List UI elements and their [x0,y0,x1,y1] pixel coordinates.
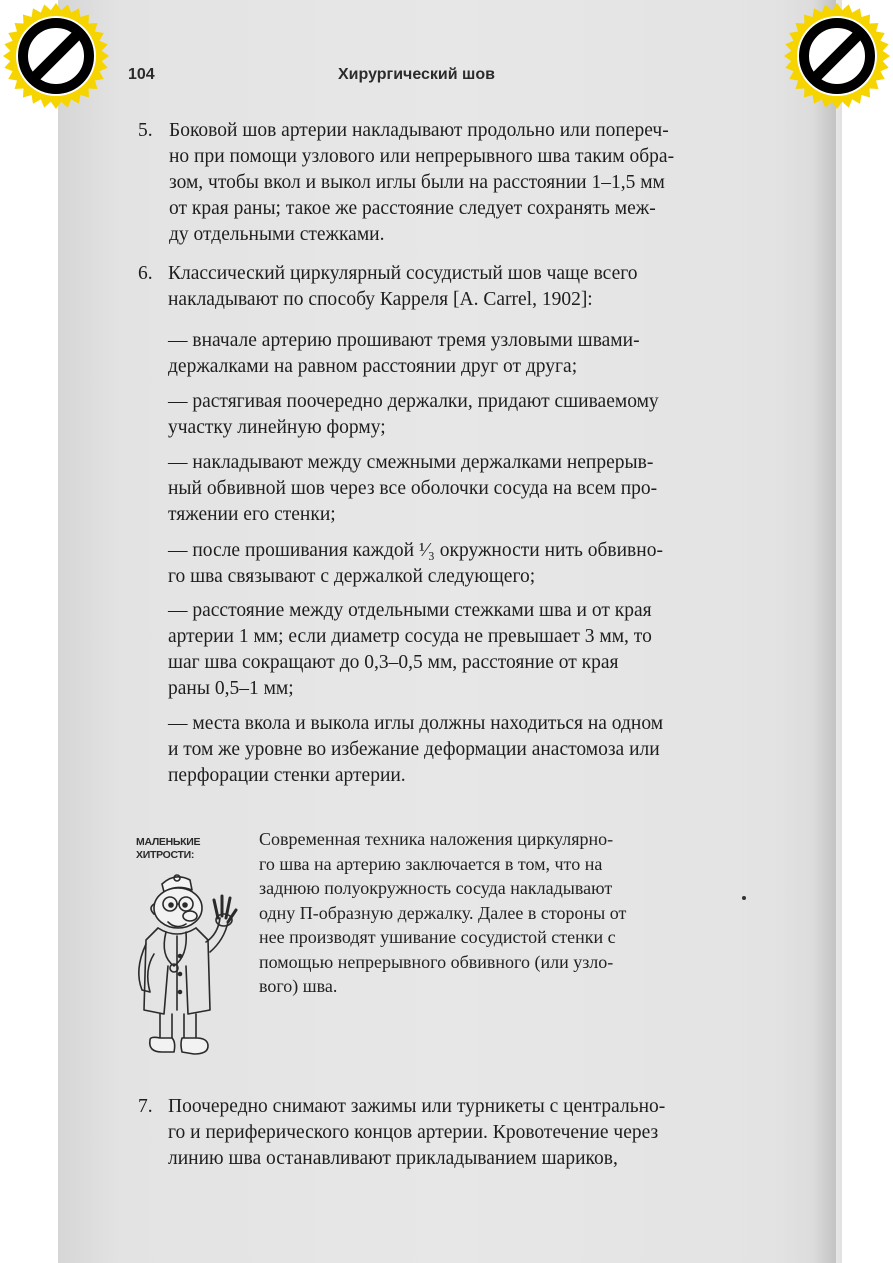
text-line: го шва связывают с держалкой следующего; [168,566,536,587]
text-line: раны 0,5–1 мм; [168,678,294,699]
text-line: Поочередно снимают зажимы или турникеты с центрально- [168,1096,666,1117]
running-title: Хирургический шов [338,66,495,83]
text-line: нее производят ушивание сосудистой стенки с [259,927,616,947]
sub-item [168,711,774,789]
text-line: тяжении его стенки; [168,504,336,525]
text-line: Современная техника наложения циркулярно- [259,829,614,849]
text-line: — растягивая поочередно держалки, придают сшиваемому [168,391,659,412]
text-line: зом, чтобы вкол и выкол иглы были на расстоянии 1–1,5 мм [169,172,665,193]
list-item-6 [138,261,774,313]
text-line: перфорации стенки артерии. [168,765,406,786]
text-line: накладывают по способу Карреля [A. Carrel, 1902]: [168,289,593,310]
page-header [128,62,778,88]
list-item-number: 6. [138,263,153,284]
tip-label-line: МАЛЕНЬКИЕ [136,836,201,848]
no-sign-icon [2,2,110,110]
text-line: вого) шва. [259,976,338,996]
text-line: Классический циркулярный сосудистый шов чаще всего [168,263,638,284]
text-line: держалками на равном расстоянии друг от друга; [168,356,578,377]
text-line: заднюю полуокружность сосуда накладывают [259,878,613,898]
page-shadow [812,0,842,1263]
text-line: и том же уровне во избежание деформации анастомоза или [168,739,660,760]
text-line: одну П-образную держалку. Далее в стороны от [259,902,627,923]
text-line: Боковой шов артерии накладывают продольно или попереч- [169,120,669,141]
tip-label [136,836,200,862]
list-item-5 [138,118,774,248]
text-line: — после прошивания каждой ¹⁄₃ окружности нить обвивно- [168,540,663,561]
sub-item [168,538,774,590]
sub-item [168,328,774,380]
text-line: — расстояние между отдельными стежками шва и от края [168,600,652,621]
no-sign-icon [783,2,891,110]
text-line: помощью непрерывного обвивного (или узло- [259,951,614,972]
sub-item [168,389,774,441]
cartoon-doctor-icon [130,870,245,1060]
text-line: — места вкола и выкола иглы должны находиться на одном [168,713,664,734]
text-line: — накладывают между смежными держалками непрерыв- [168,452,654,473]
text-line: ный обвивной шов через все оболочки сосуда на всем про- [168,478,658,499]
text-line: го шва на артерию заключается в том, что на [259,853,603,874]
text-line: но при помощи узлового или непрерывного шва таким обра- [169,146,675,167]
text-line: шаг шва сокращают до 0,3–0,5 мм, расстояние от края [168,652,619,673]
text-line: ду отдельными стежками. [169,224,385,245]
tip-text [259,827,711,999]
tip-label-line: ХИТРОСТИ: [136,849,195,861]
text-line: артерии 1 мм; если диаметр сосуда не превышает 3 мм, то [168,626,652,647]
text-line: — вначале артерию прошивают тремя узловыми швами- [168,330,640,351]
page-number: 104 [128,66,155,83]
text-line: от края раны; такое же расстояние следует сохранять меж- [169,198,656,219]
text-line: линию шва останавливают прикладыванием шариков, [168,1148,618,1169]
text-line: участку линейную форму; [168,417,386,438]
list-item-number: 5. [138,120,153,141]
stray-mark [742,896,746,900]
text-line: го и периферического концов артерии. Кровотечение через [168,1122,659,1143]
sub-item [168,598,774,702]
sub-item [168,450,774,528]
list-item-7 [138,1094,774,1172]
list-item-number: 7. [138,1096,153,1117]
